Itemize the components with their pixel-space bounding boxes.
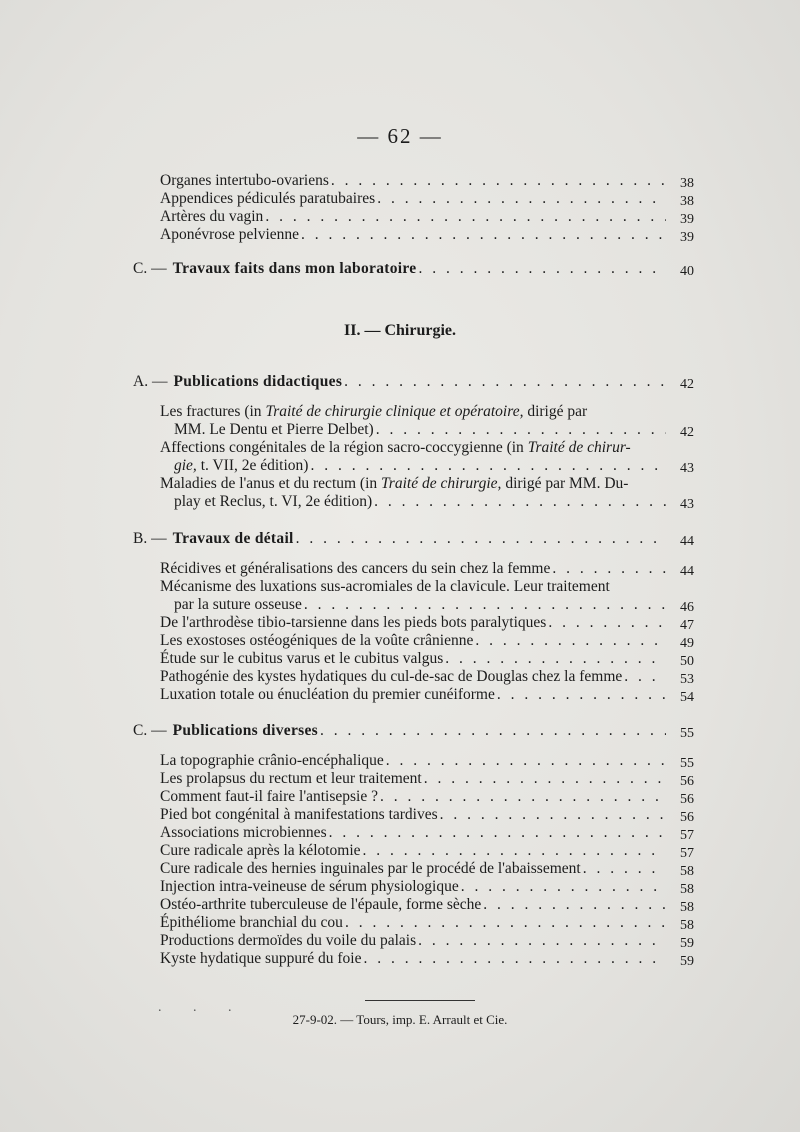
toc-entry [160,208,694,227]
entry-title-italic: gie, [174,457,197,474]
entry-page: 56 [680,792,694,807]
toc-entry [174,596,694,615]
entry-page: 47 [680,618,694,633]
leader-dots [497,686,666,704]
leader-dots [296,530,666,548]
leader-dots [624,668,666,686]
leader-dots [301,226,666,244]
leader-dots [386,752,666,770]
entry-text: Pied bot congénital à manifestations tardives [160,806,438,823]
section-page: 55 [680,726,694,741]
entry-text: t. VII, 2e édition) [196,457,309,474]
toc-entry [160,788,694,807]
section-page: 40 [680,264,694,279]
entry-page: 58 [680,864,694,879]
section-heading [133,373,694,392]
toc-entry [160,752,694,771]
leader-dots [329,824,666,842]
entry-page: 57 [680,828,694,843]
toc-entry [160,914,694,933]
entry-page: 44 [680,564,694,579]
toc-entry [174,421,694,440]
entry-page: 43 [680,461,694,476]
entry-text: Étude sur le cubitus varus et le cubitus valgus [160,650,444,667]
section-letter: C. — [133,722,167,739]
entry-text: Cure radicale après la kélotomie [160,842,361,859]
entry-text: Kyste hydatique suppuré du foie [160,950,362,967]
toc-entry [160,226,694,245]
entry-title-italic: Traité de chirurgie, [381,475,502,492]
entry-page: 54 [680,690,694,705]
toc-entry [160,686,694,705]
entry-page: 49 [680,636,694,651]
toc-entry [160,172,694,191]
entry-page: 53 [680,672,694,687]
leader-dots [376,421,666,439]
section-title: Travaux faits dans mon laboratoire [172,260,417,277]
section-page: 44 [680,534,694,549]
toc-entry [160,878,694,897]
section-title: Publications diverses [172,722,318,739]
leader-dots [583,860,666,878]
section-letter: B. — [133,530,167,547]
leader-dots [344,373,666,391]
leader-dots [418,932,666,950]
leader-dots [265,208,666,226]
entry-page: 50 [680,654,694,669]
toc-entry [160,824,694,843]
entry-page: 42 [680,425,694,440]
entry-page: 58 [680,882,694,897]
entry-page: 46 [680,600,694,615]
entry-page: 39 [680,230,694,245]
entry-text: par la suture osseuse [174,596,302,613]
entry-page: 58 [680,900,694,915]
page-number: — 62 — [357,124,443,148]
entry-text: Aponévrose pelvienne [160,226,300,243]
leader-dots [310,457,666,475]
entry-page: 57 [680,846,694,861]
entry-text: Luxation totale ou énucléation du premier cunéiforme [160,686,495,703]
leader-dots [475,632,666,650]
section-title: Publications didactiques [173,373,343,390]
entry-page: 39 [680,212,694,227]
toc-entry [160,806,694,825]
entry-text: Les fractures (in [160,403,266,420]
toc-entry-line [160,578,668,596]
leader-dots [461,878,666,896]
leader-dots [445,650,666,668]
entry-text: MM. Le Dentu et Pierre Delbet) [174,421,374,438]
entry-page: 59 [680,954,694,969]
leader-dots [320,722,666,740]
entry-text: Associations microbiennes [160,824,327,841]
leader-dots [552,560,666,578]
entry-page: 38 [680,194,694,209]
toc-entry [160,614,694,633]
leader-dots [331,172,666,190]
leader-dots [380,788,666,806]
entry-text: Injection intra-veineuse de sérum physiologique [160,878,459,895]
entry-text: Artères du vagin [160,208,264,225]
leader-dots [548,614,666,632]
entry-text: Les prolapsus du rectum et leur traitement [160,770,422,787]
toc-entry [160,950,694,969]
section-heading [133,260,694,279]
toc-entry [174,457,694,476]
entry-text: Pathogénie des kystes hydatiques du cul-de-sac de Douglas chez la femme [160,668,623,685]
toc-entry [160,560,694,579]
toc-entry [160,842,694,861]
footer-rule [365,1000,475,1001]
entry-text: Cure radicale des hernies inguinales par le procédé de l'abaissement [160,860,581,877]
section-page: 42 [680,377,694,392]
entry-text: Mécanisme des luxations sus-acromiales de la clavicule. Leur traitement [160,578,610,595]
entry-text: Les exostoses ostéogéniques de la voûte crânienne [160,632,474,649]
section-heading [133,530,694,549]
entry-title-italic: Traité de chirurgie clinique et opératoire, [265,403,524,420]
section-letter: A. — [133,373,168,390]
entry-text: play et Reclus, t. VI, 2e édition) [174,493,373,510]
entry-page: 43 [680,497,694,512]
entry-text: Récidives et généralisations des cancers du sein chez la femme [160,560,551,577]
entry-page: 55 [680,756,694,771]
section-heading [133,722,694,741]
leader-dots [424,770,666,788]
toc-entry [160,770,694,789]
entry-text: La topographie crânio-encéphalique [160,752,384,769]
entry-title-italic: Traité de chirur- [527,439,631,456]
margin-dots: . . . [158,1000,246,1015]
toc-entry-line [160,439,668,457]
toc-entry [160,190,694,209]
toc-entry [160,860,694,879]
entry-text: Comment faut-il faire l'antisepsie ? [160,788,378,805]
entry-text: dirigé par [523,403,588,420]
toc-entry [160,668,694,687]
leader-dots [363,950,666,968]
leader-dots [483,896,666,914]
toc-entry-line [160,475,668,493]
entry-page: 59 [680,936,694,951]
leader-dots [345,914,666,932]
leader-dots [418,260,666,278]
leader-dots [377,190,666,208]
toc-entry [174,493,694,512]
entry-page: 58 [680,918,694,933]
section-title: Travaux de détail [172,530,294,547]
toc-entry [160,896,694,915]
leader-dots [363,842,666,860]
entry-text: De l'arthrodèse tibio-tarsienne dans les pieds bots paralytiques [160,614,547,631]
entry-text: Organes intertubo-ovariens [160,172,329,189]
entry-page: 38 [680,176,694,191]
toc-entry [160,632,694,651]
toc-entry [160,932,694,951]
entry-text: Affections congénitales de la région sacro-coccygienne (in [160,439,528,456]
entry-text: dirigé par MM. Du- [501,475,629,492]
entry-text: Appendices pédiculés paratubaires [160,190,376,207]
entry-page: 56 [680,810,694,825]
leader-dots [304,596,666,614]
leader-dots [440,806,666,824]
leader-dots [374,493,666,511]
entry-text: Épithéliome branchial du cou [160,914,343,931]
entry-text: Productions dermoïdes du voile du palais [160,932,417,949]
entry-text: Maladies de l'anus et du rectum (in [160,475,382,492]
entry-page: 56 [680,774,694,789]
toc-entry-line [160,403,668,421]
chapter-title: II. — Chirurgie. [344,322,456,339]
entry-text: Ostéo-arthrite tuberculeuse de l'épaule, forme sèche [160,896,482,913]
toc-entry [160,650,694,669]
section-letter: C. — [133,260,167,277]
imprint-line: 27-9-02. — Tours, imp. E. Arrault et Cie. [292,1012,508,1027]
